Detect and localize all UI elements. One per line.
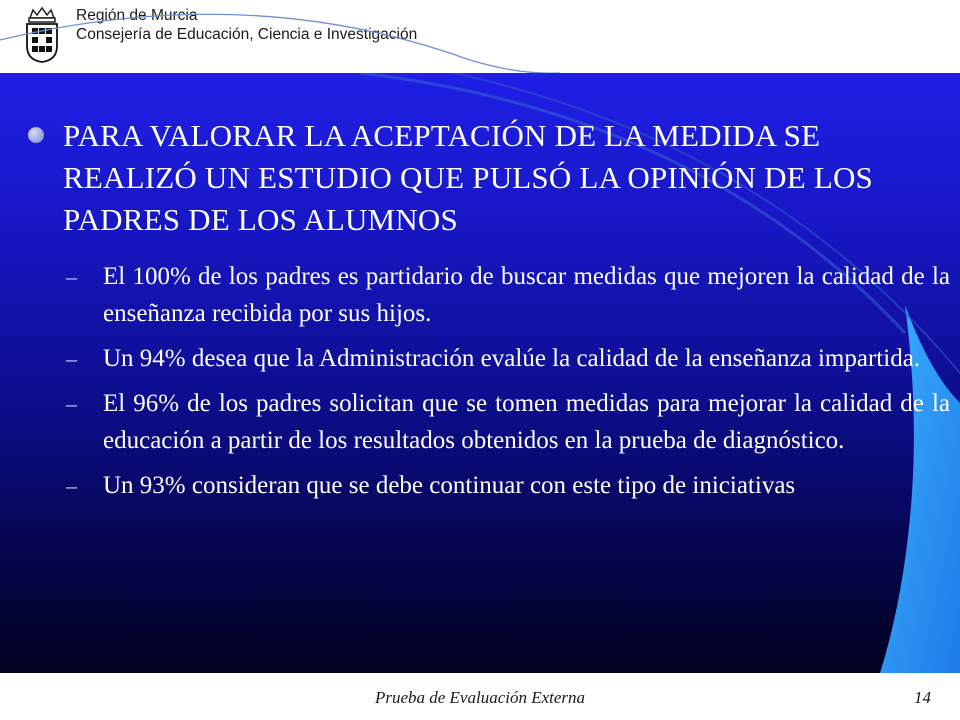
sub-point: [66, 385, 950, 459]
dash-icon: –: [66, 473, 77, 498]
sub-point: [66, 467, 950, 504]
dash-icon: –: [66, 264, 77, 289]
bullet-dot-icon: [28, 127, 44, 143]
header-department: Consejería de Educación, Ciencia e Investigación: [76, 26, 418, 43]
sub-point-text: El 100% de los padres es partidario de buscar medidas que mejoren la calidad de la enseñanza recibida por sus hijos.: [103, 263, 950, 327]
header-region: Región de Murcia: [76, 7, 198, 24]
sub-point-list: [66, 258, 950, 512]
footer-title: Prueba de Evaluación Externa: [374, 688, 586, 707]
page-number: 14: [914, 688, 931, 707]
header-swoosh-line: [0, 0, 960, 80]
main-bullet: [28, 115, 948, 241]
sub-point: [66, 258, 950, 332]
sub-point-text: Un 94% desea que la Administración evalúe la calidad de la enseñanza impartida.: [103, 345, 921, 372]
main-point-text: PARA VALORAR LA ACEPTACIÓN DE LA MEDIDA SE REALIZÓ UN ESTUDIO QUE PULSÓ LA OPINIÓN DE LOS PADRES DE LOS ALUMNOS: [63, 118, 873, 237]
sub-point-text: El 96% de los padres solicitan que se tomen medidas para mejorar la calidad de la educación a partir de los resultados obtenidos en la prueba de diagnóstico.: [103, 390, 950, 454]
dash-icon: –: [66, 391, 77, 416]
sub-point-text: Un 93% consideran que se debe continuar con este tipo de iniciativas: [103, 472, 796, 499]
dash-icon: –: [66, 346, 77, 371]
sub-point: [66, 340, 950, 377]
